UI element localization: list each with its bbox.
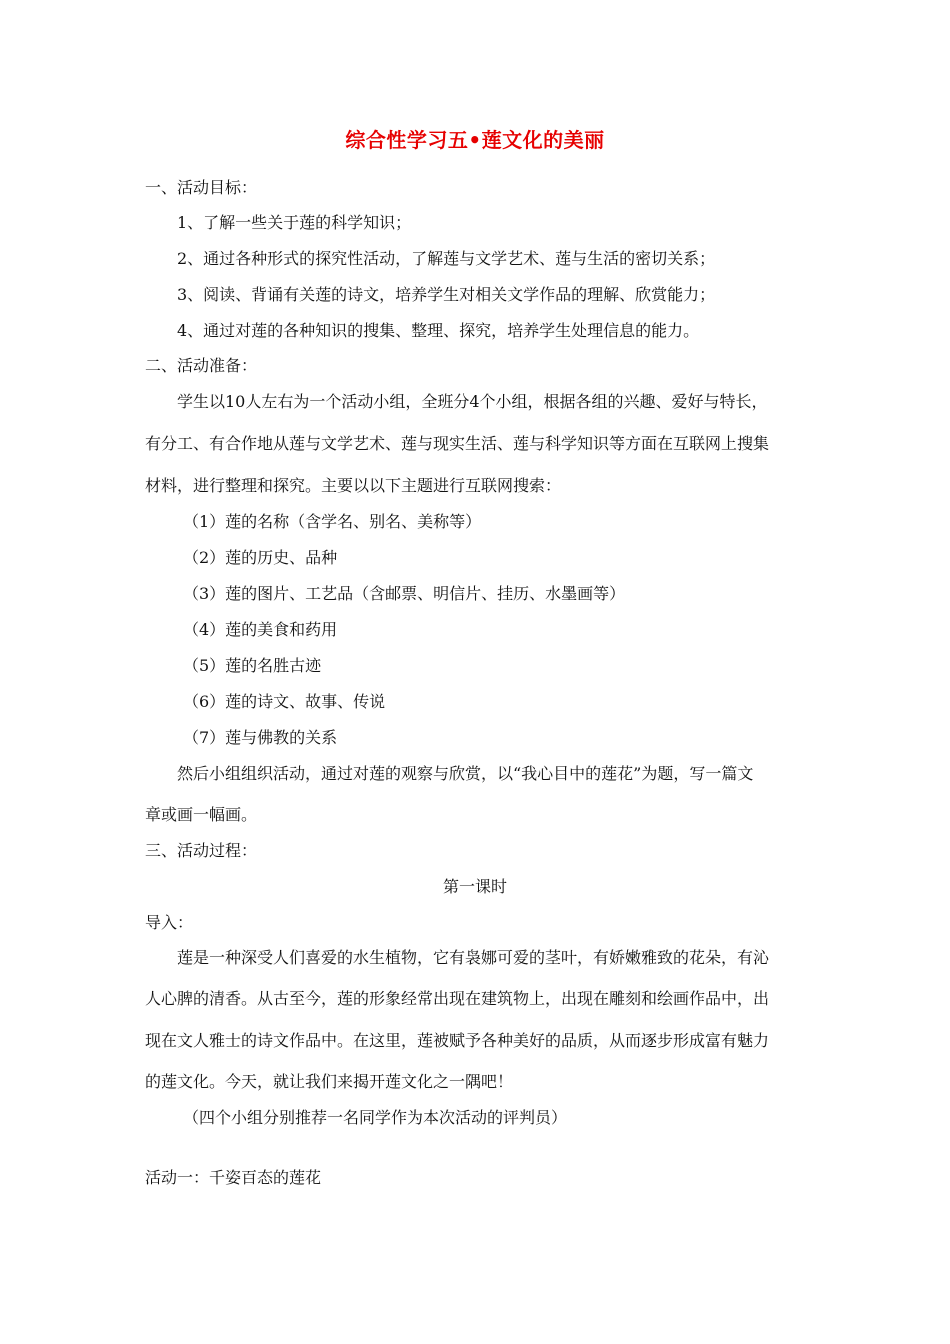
activity-heading: 活动一：千姿百态的莲花 xyxy=(145,1168,322,1187)
paragraph-line: 学生以10人左右为一个活动小组，全班分4个小组，根据各组的兴趣、爱好与特长， xyxy=(177,392,768,411)
lesson-heading: 第一课时 xyxy=(442,877,507,896)
section-heading-goals: 一、活动目标： xyxy=(145,178,258,197)
paragraph-line: 然后小组组织活动，通过对莲的观察与欣赏，以“我心目中的莲花”为题，写一篇文 xyxy=(177,764,754,783)
document-title: 综合性学习五•莲文化的美丽 xyxy=(345,128,605,152)
topic-item: （2）莲的历史、品种 xyxy=(183,548,338,567)
section-heading-preparation: 二、活动准备： xyxy=(145,356,258,375)
goal-item: 1、了解一些关于莲的科学知识； xyxy=(177,213,412,232)
topic-item: （4）莲的美食和药用 xyxy=(183,620,338,639)
paragraph-line: 的莲文化。今天，就让我们来揭开莲文化之一隅吧！ xyxy=(145,1072,514,1091)
intro-label: 导入： xyxy=(145,913,194,932)
paragraph-line: 材料，进行整理和探究。主要以以下主题进行互联网搜索： xyxy=(145,476,562,495)
section-heading-process: 三、活动过程： xyxy=(145,841,258,860)
paragraph-line: 有分工、有合作地从莲与文学艺术、莲与现实生活、莲与科学知识等方面在互联网上搜集 xyxy=(145,434,770,453)
paragraph-line: 章或画一幅画。 xyxy=(145,805,258,824)
topic-item: （6）莲的诗文、故事、传说 xyxy=(183,692,386,711)
topic-item: （7）莲与佛教的关系 xyxy=(183,728,338,747)
paragraph-line: 莲是一种深受人们喜爱的水生植物，它有袅娜可爱的茎叶，有娇嫩雅致的花朵，有沁 xyxy=(177,948,770,967)
goal-item: 3、阅读、背诵有关莲的诗文，培养学生对相关文学作品的理解、欣赏能力； xyxy=(177,285,716,304)
goal-item: 2、通过各种形式的探究性活动，了解莲与文学艺术、莲与生活的密切关系； xyxy=(177,249,716,268)
goal-item: 4、通过对莲的各种知识的搜集、整理、探究，培养学生处理信息的能力。 xyxy=(177,321,700,340)
paragraph-line: 人心脾的清香。从古至今，莲的形象经常出现在建筑物上，出现在雕刻和绘画作品中，出 xyxy=(145,989,770,1008)
paragraph-line: 现在文人雅士的诗文作品中。在这里，莲被赋予各种美好的品质，从而逐步形成富有魅力 xyxy=(145,1031,770,1050)
topic-item: （3）莲的图片、工艺品（含邮票、明信片、挂历、水墨画等） xyxy=(183,584,626,603)
topic-item: （5）莲的名胜古迹 xyxy=(183,656,322,675)
note-line: （四个小组分别推荐一名同学作为本次活动的评判员） xyxy=(183,1108,568,1127)
topic-item: （1）莲的名称（含学名、别名、美称等） xyxy=(183,512,482,531)
